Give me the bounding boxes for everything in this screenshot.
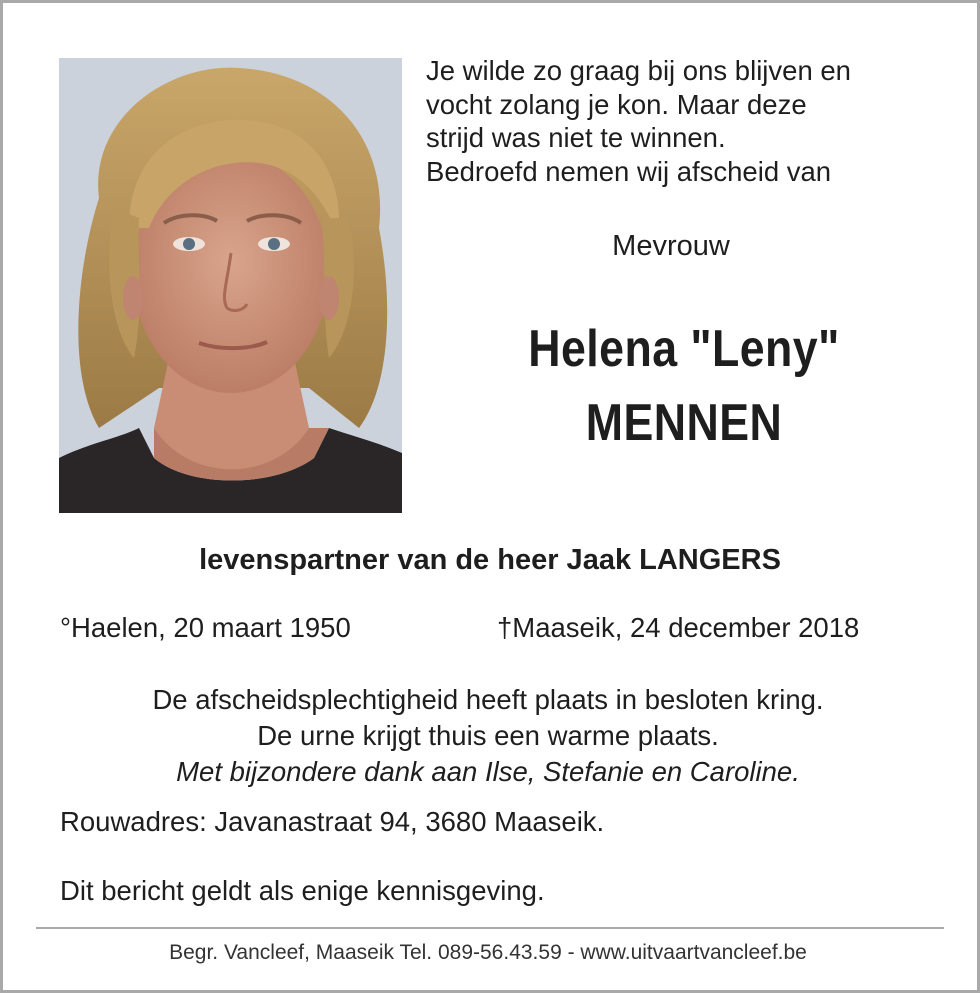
partner-line: levenspartner van de heer Jaak LANGERS: [199, 544, 781, 576]
intro-line: vocht zolang je kon. Maar deze: [426, 88, 807, 120]
intro-text: [426, 54, 946, 188]
thanks-line: Met bijzondere dank aan Ilse, Stefanie en Caroline.: [176, 756, 800, 787]
funeral-home-footer: Begr. Vancleef, Maaseik Tel. 089-56.43.59 - www.uitvaartvancleef.be: [169, 941, 807, 964]
portrait-photo: [59, 58, 402, 513]
ceremony-line: De afscheidsplechtigheid heeft plaats in besloten kring.: [152, 684, 824, 715]
notice-line: Dit bericht geldt als enige kennisgeving.: [60, 875, 545, 906]
deceased-first-name: Helena "Leny": [528, 320, 840, 378]
birth-info: °Haelen, 20 maart 1950: [60, 612, 351, 643]
ceremony-text: [0, 682, 976, 790]
deceased-surname: MENNEN: [585, 394, 783, 452]
death-info: †Maaseik, 24 december 2018: [497, 612, 860, 643]
deceased-name: [481, 312, 887, 460]
intro-line: Je wilde zo graag bij ons blijven en: [426, 55, 851, 86]
intro-line: strijd was niet te winnen.: [426, 122, 726, 153]
mourning-address: Rouwadres: Javanastraat 94, 3680 Maaseik.: [60, 806, 605, 837]
intro-line: Bedroefd nemen wij afscheid van: [426, 155, 832, 187]
footer-divider: [36, 927, 944, 929]
ceremony-line: De urne krijgt thuis een warme plaats.: [257, 720, 719, 751]
salutation: Mevrouw: [612, 230, 730, 262]
